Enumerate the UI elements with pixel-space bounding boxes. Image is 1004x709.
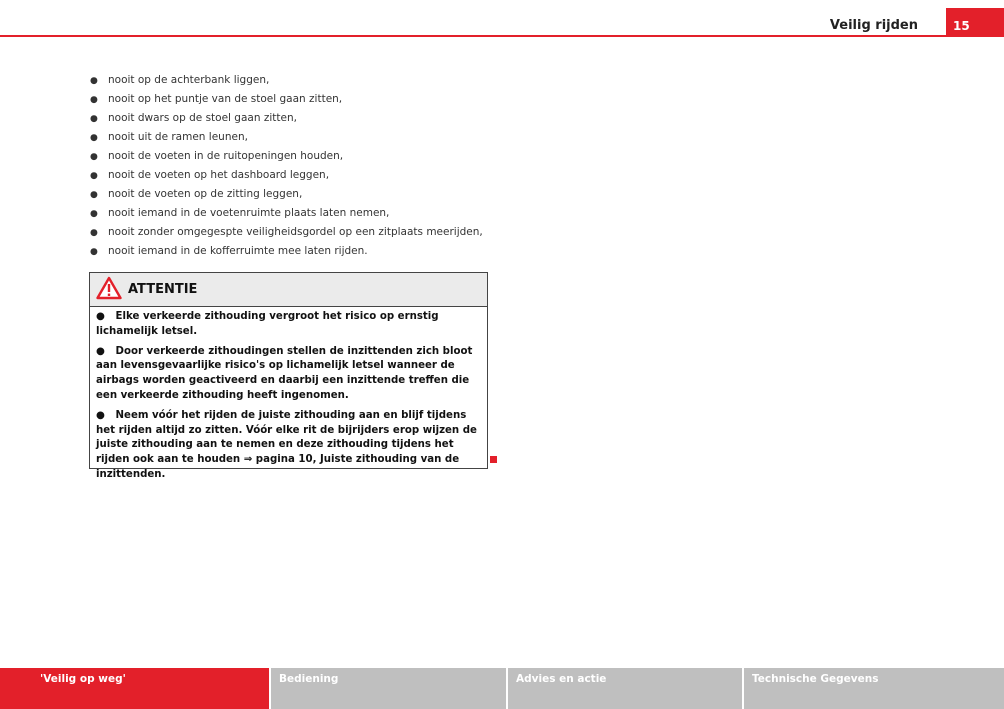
bullet-icon: ● xyxy=(90,171,98,181)
tab-bediening[interactable]: Bediening xyxy=(271,668,506,709)
attention-item: ● Elke verkeerde zithouding vergroot het risico op ernstig lichamelijk letsel. xyxy=(96,311,439,337)
header-divider xyxy=(0,35,946,37)
tab-technische-gegevens[interactable]: Technische Gegevens xyxy=(744,668,1004,709)
attention-box xyxy=(89,272,488,480)
footer-nav xyxy=(0,668,1004,709)
page-number: 15 xyxy=(946,8,1004,37)
bullet-icon: ● xyxy=(90,247,98,257)
attention-body xyxy=(90,307,487,483)
bullet-list xyxy=(90,71,483,261)
list-item: ● nooit de voeten in de ruitopeningen houden, xyxy=(90,147,483,166)
list-item: ● nooit op het puntje van de stoel gaan zitten, xyxy=(90,90,483,109)
tab-advies-en-actie[interactable]: Advies en actie xyxy=(508,668,742,709)
bullet-icon: ● xyxy=(90,114,98,124)
bullet-icon: ● xyxy=(90,76,98,86)
section-end-marker xyxy=(490,456,497,463)
bullet-icon: ● xyxy=(90,228,98,238)
attention-item: ● Door verkeerde zithoudingen stellen de inzittenden zich bloot aan levensgevaarlijke risico's op lichamelijk letsel wanneer de airbags worden geactiveerd en daarbij een inzittende treffen die een verkeerde zithouding heeft ingenomen. xyxy=(96,345,473,401)
bullet-icon: ● xyxy=(90,209,98,219)
section-title: Veilig rijden xyxy=(829,18,918,33)
bullet-icon: ● xyxy=(96,409,116,421)
list-item: ● nooit zonder omgegespte veiligheidsgordel op een zitplaats meerijden, xyxy=(90,223,483,242)
list-item: ● nooit iemand in de voetenruimte plaats laten nemen, xyxy=(90,204,483,223)
list-item: ● nooit de voeten op de zitting leggen, xyxy=(90,185,483,204)
bullet-icon: ● xyxy=(90,190,98,200)
bullet-icon: ● xyxy=(90,95,98,105)
bullet-icon: ● xyxy=(96,345,116,357)
attention-item: ● Neem vóór het rijden de juiste zithouding aan en blijf tijdens het rijden altijd zo zitten. Vóór elke rit de bijrijders erop wijzen de juiste zithouding aan te nemen en deze zithouding tijdens het rijden ook aan te houden ⇒ pagina 10, Juiste zithouding van de inzittenden. xyxy=(96,409,477,480)
list-item: ● nooit uit de ramen leunen, xyxy=(90,128,483,147)
list-item: ● nooit dwars op de stoel gaan zitten, xyxy=(90,109,483,128)
bullet-icon: ● xyxy=(96,311,116,322)
attention-title: ATTENTIE xyxy=(128,282,198,297)
list-item: ● nooit op de achterbank liggen, xyxy=(90,71,483,90)
warning-icon xyxy=(96,276,122,304)
bullet-icon: ● xyxy=(90,152,98,162)
list-item: ● nooit de voeten op het dashboard leggen, xyxy=(90,166,483,185)
list-item: ● nooit iemand in de kofferruimte mee laten rijden. xyxy=(90,242,483,261)
tab-veilig-op-weg[interactable]: 'Veilig op weg' xyxy=(0,668,269,709)
attention-header xyxy=(90,273,487,307)
bullet-icon: ● xyxy=(90,133,98,143)
